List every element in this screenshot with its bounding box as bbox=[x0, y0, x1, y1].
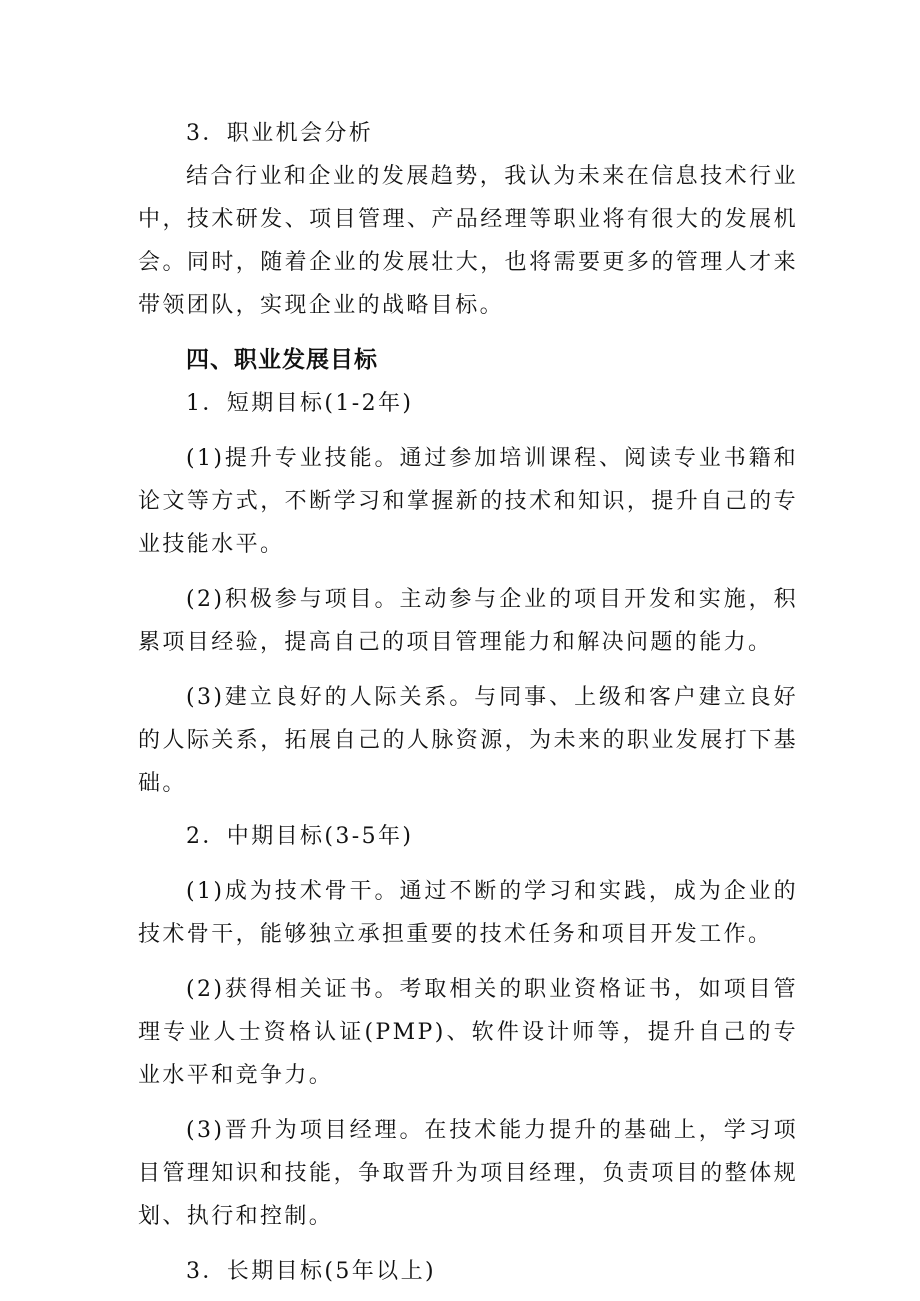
section-heading-career-goals: 四、职业发展目标 bbox=[186, 347, 378, 373]
subheading-short-term-goals: 1．短期目标(1-2年) bbox=[186, 391, 414, 416]
paragraph-mid-term-goal-2: (2)获得相关证书。考取相关的职业资格证书，如项目管理专业人士资格认证(PMP)、软件设计师等，提升自己的专业水平和竞争力。 bbox=[138, 977, 798, 1088]
paragraph-career-opportunity: 结合行业和企业的发展趋势，我认为未来在信息技术行业中，技术研发、项目管理、产品经理等职业将有很大的发展机会。同时，随着企业的发展壮大，也将需要更多的管理人才来带领团队，实现企业的战略目标。 bbox=[138, 164, 798, 318]
paragraph-short-term-goal-1: (1)提升专业技能。通过参加培训课程、阅读专业书籍和论文等方式，不断学习和掌握新的技术和知识，提升自己的专业技能水平。 bbox=[138, 446, 798, 557]
subheading-mid-term-goals: 2．中期目标(3-5年) bbox=[186, 824, 414, 849]
paragraph-mid-term-goal-1: (1)成为技术骨干。通过不断的学习和实践，成为企业的技术骨干，能够独立承担重要的技术任务和项目开发工作。 bbox=[138, 879, 798, 947]
paragraph-mid-term-goal-3: (3)晋升为项目经理。在技术能力提升的基础上，学习项目管理知识和技能，争取晋升为项目经理，负责项目的整体规划、执行和控制。 bbox=[138, 1118, 798, 1229]
paragraph-short-term-goal-2: (2)积极参与项目。主动参与企业的项目开发和实施，积累项目经验，提高自己的项目管理能力和解决问题的能力。 bbox=[138, 587, 798, 655]
subheading-long-term-goals: 3．长期目标(5年以上) bbox=[186, 1259, 436, 1284]
paragraph-short-term-goal-3: (3)建立良好的人际关系。与同事、上级和客户建立良好的人际关系，拓展自己的人脉资源，为未来的职业发展打下基础。 bbox=[138, 685, 798, 796]
subheading-career-opportunity-analysis: 3．职业机会分析 bbox=[186, 121, 374, 146]
document-page bbox=[138, 112, 798, 1293]
